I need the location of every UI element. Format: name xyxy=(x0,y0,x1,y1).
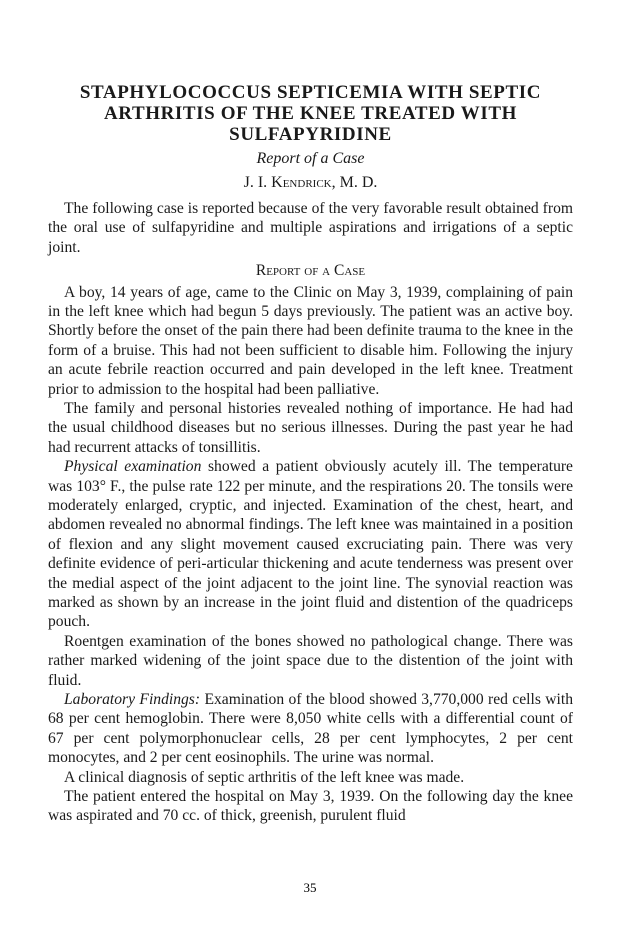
paragraph-diagnosis: A clinical diagnosis of septic arthritis of the left knee was made. xyxy=(64,768,465,786)
title-line-3: SULFAPYRIDINE xyxy=(229,124,392,145)
page-number: 35 xyxy=(303,880,317,895)
article-title xyxy=(48,82,573,145)
paragraph-physical-exam xyxy=(48,457,573,632)
paragraph-family-history: The family and personal histories revealed nothing of importance. He had had the usual childhood diseases but no serious illnesses. During the past year he had had recurrent attacks of tonsillitis. xyxy=(48,399,573,456)
physical-exam-text: showed a patient obviously acutely ill. The temperature was 103° F., the pulse rate 122 per minute, and the respirations 20. The tonsils were moderately enlarged, cryptic, and injected. Examination of the chest, heart, and abdomen revealed no abnormal findings. The left knee was maintained in a position of flexion and any slight movement caused excruciating pain. There was very definite evidence of peri-articular thickening and acute tenderness was present over the medial aspect of the joint adjacent to the joint line. The synovial reaction was marked as shown by an increase in the joint fluid and distention of the quadriceps pouch. xyxy=(48,458,573,631)
author-surname: Kendrick xyxy=(271,174,332,191)
title-line-2: ARTHRITIS OF THE KNEE TREATED WITH xyxy=(103,103,518,124)
article-subtitle: Report of a Case xyxy=(256,150,365,167)
physical-exam-lead: Physical examination xyxy=(64,458,202,476)
laboratory-lead: Laboratory Findings: xyxy=(64,691,201,709)
paragraph-history: A boy, 14 years of age, came to the Clinic on May 3, 1939, complaining of pain in the left knee which had begun 5 days previously. The patient was an active boy. Shortly before the onset of the pain there had been definite trauma to the knee in the form of a bruise. This had not been sufficient to disable him. Following the injury an acute febrile reaction occurred and pain developed in the left knee. Treatment prior to admission to the hospital had been palliative. xyxy=(48,283,573,398)
paragraph-roentgen: Roentgen examination of the bones showed no pathological change. There was rather marked widening of the joint space due to the distention of the joint with fluid. xyxy=(48,632,573,689)
author-degree: , M. D. xyxy=(331,174,378,191)
section-heading: Report of a Case xyxy=(255,262,366,280)
paragraph-hospital: The patient entered the hospital on May 3, 1939. On the following day the knee was aspirated and 70 cc. of thick, greenish, purulent fluid xyxy=(48,788,573,825)
paragraph-laboratory xyxy=(48,690,573,768)
laboratory-text: Examination of the blood showed 3,770,000 red cells with 68 per cent hemoglobin. There were 8,050 white cells with a differential count of 67 per cent polymorphonuclear cells, 28 per cent lymphocytes, 2 per cent monocytes, and 2 per cent eosinophils. The urine was normal. xyxy=(48,691,573,767)
title-line-1: STAPHYLOCOCCUS SEPTICEMIA WITH SEPTIC xyxy=(79,82,542,103)
article-page xyxy=(48,82,573,826)
author-line xyxy=(48,173,573,193)
author-initials: J. I. xyxy=(243,174,272,191)
intro-paragraph: The following case is reported because of the very favorable result obtained from the oral use of sulfapyridine and multiple aspirations and irrigations of a septic joint. xyxy=(48,200,573,256)
